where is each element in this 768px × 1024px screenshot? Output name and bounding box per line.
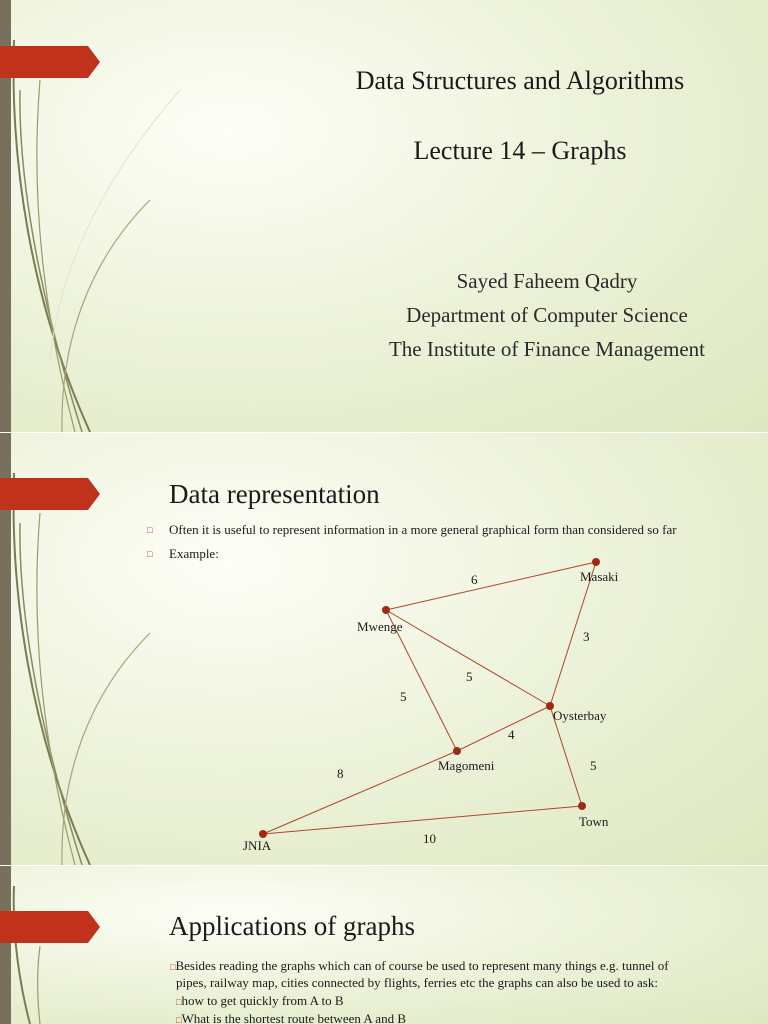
paragraph-line: □Besides reading the graphs which can of course be used to represent many things e.g. tunnel of xyxy=(170,958,669,973)
node-masaki xyxy=(592,558,600,566)
slide-subtitle: Lecture 14 – Graphs xyxy=(413,136,627,165)
node-label-town: Town xyxy=(579,814,609,829)
data-representation-slide xyxy=(0,433,768,865)
node-mwenge xyxy=(382,606,390,614)
slide-heading: Data representation xyxy=(169,479,380,509)
sub-bullet-item: □how to get quickly from A to B xyxy=(176,993,344,1008)
slide-heading: Applications of graphs xyxy=(169,911,415,941)
edge-weight-label: 5 xyxy=(466,669,473,684)
grass-decoration xyxy=(0,866,200,1024)
graph-edges xyxy=(263,562,596,834)
bullet-item: □ Often it is useful to represent information in a more general graphical form than considered so far xyxy=(147,522,677,537)
node-label-masaki: Masaki xyxy=(580,569,619,584)
author-name: Sayed Faheem Qadry xyxy=(456,269,638,293)
node-jnia xyxy=(259,830,267,838)
edge-weight-label: 5 xyxy=(400,689,407,704)
node-label-jnia: JNIA xyxy=(243,838,272,853)
applications-slide xyxy=(0,866,768,1024)
paragraph-line: pipes, railway map, cities connected by flights, ferries etc the graphs can also be used to ask: xyxy=(176,975,658,990)
edge-jnia-town xyxy=(263,806,582,834)
edge-weight-label: 4 xyxy=(508,727,515,742)
node-town xyxy=(578,802,586,810)
node-magomeni xyxy=(453,747,461,755)
slide-title: Data Structures and Algorithms xyxy=(355,66,685,95)
graph-diagram xyxy=(0,433,768,865)
edge-weight-label: 5 xyxy=(590,758,597,773)
bullet-item: □ Example: xyxy=(147,546,219,561)
edge-mwenge-masaki xyxy=(386,562,596,610)
edge-weight-label: 8 xyxy=(337,766,344,781)
title-flag-icon xyxy=(0,46,100,78)
department-name: Department of Computer Science xyxy=(406,303,688,327)
heading-flag-icon xyxy=(0,911,100,943)
institution-name: The Institute of Finance Management xyxy=(388,337,706,361)
sub-bullet-item: □What is the shortest route between A and B xyxy=(176,1011,406,1024)
edge-oysterbay-magomeni xyxy=(457,706,550,751)
title-slide xyxy=(0,0,768,432)
bullet-marker-icon: □ xyxy=(176,997,182,1007)
bullet-marker-icon: □ xyxy=(170,962,176,972)
bullet-marker-icon: □ xyxy=(176,1015,182,1024)
node-label-magomeni: Magomeni xyxy=(438,758,495,773)
edge-jnia-magomeni xyxy=(263,751,457,834)
bullet-marker-icon: □ xyxy=(147,525,153,535)
edge-weight-label: 10 xyxy=(423,831,436,846)
node-label-mwenge: Mwenge xyxy=(357,619,403,634)
edge-weight-label: 3 xyxy=(583,629,590,644)
edge-weight-label: 6 xyxy=(471,572,478,587)
node-label-oysterbay: Oysterbay xyxy=(553,708,607,723)
bullet-marker-icon: □ xyxy=(147,549,153,559)
